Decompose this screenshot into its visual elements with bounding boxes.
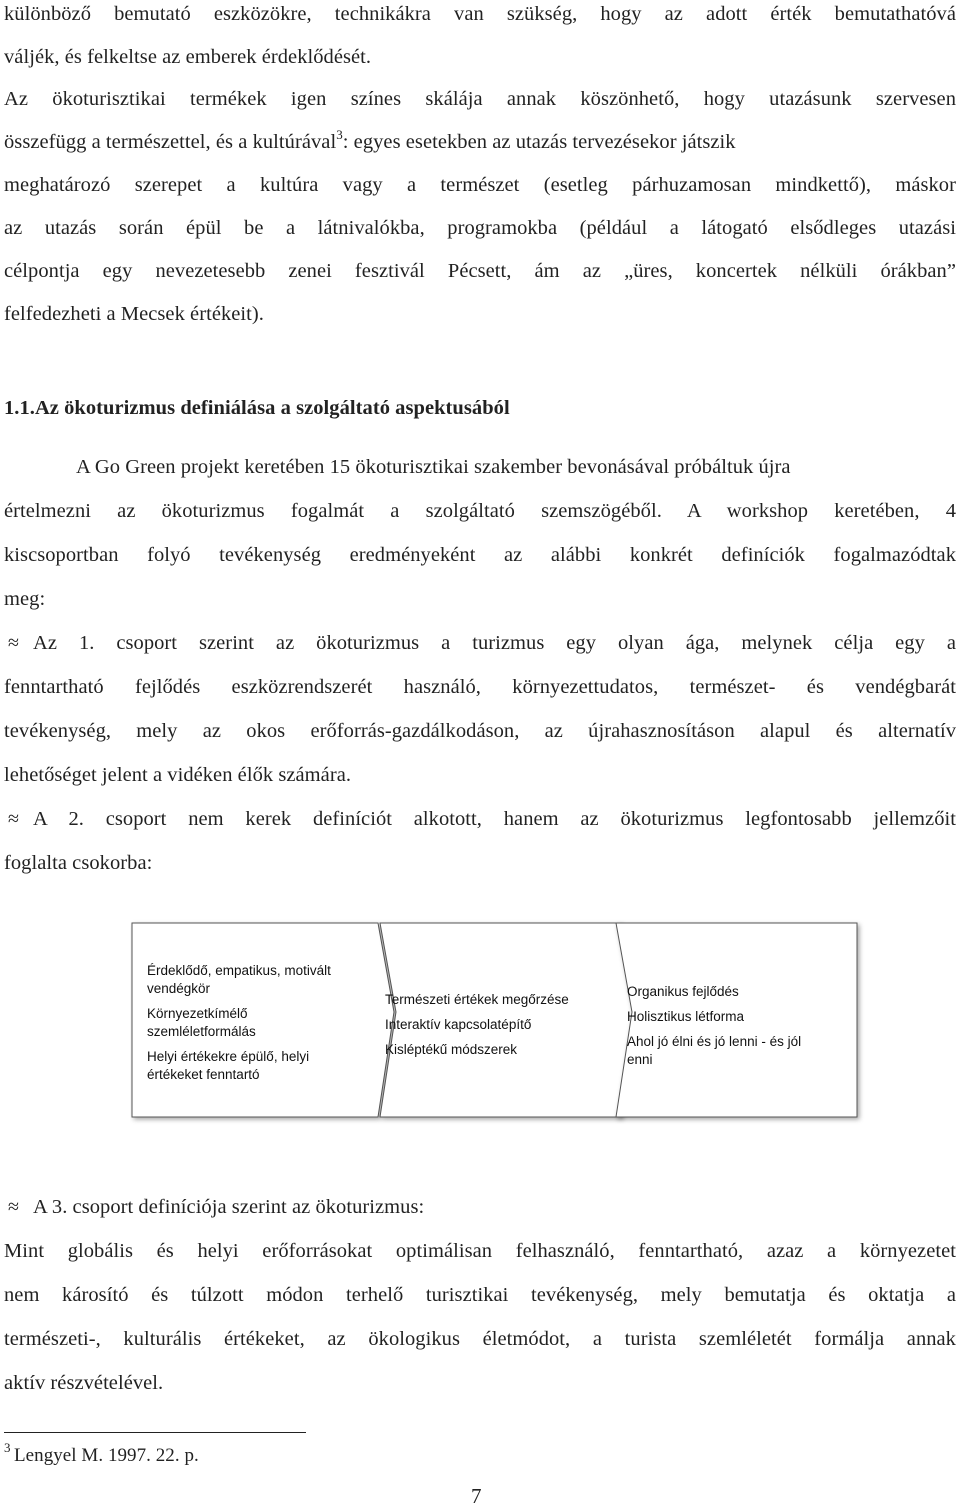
body-text-line: fenntartható fejlődés eszközrendszerét használó, környezettudatos, természet- és vendégbarát: [4, 676, 956, 698]
diagram-label: Kisléptékű módszerek: [385, 1042, 518, 1057]
diagram-label: értékeket fenntartó: [147, 1067, 260, 1082]
body-text-line: meg:: [4, 588, 46, 610]
page-number: 7: [471, 1484, 482, 1508]
body-text-line: A 3. csoport definíciója szerint az ökoturizmus:: [33, 1196, 425, 1218]
diagram-label: Ahol jó élni és jó lenni - és jól: [627, 1034, 802, 1049]
body-text-line: értelmezni az ökoturizmus fogalmát a szolgáltató szemszögéből. A workshop keretében, 4: [4, 500, 956, 522]
body-text-fragment: : egyes esetekben az utazás tervezésekor játszik: [342, 131, 736, 153]
diagram-label: Természeti értékek megőrzése: [385, 992, 569, 1007]
approx-bullet-icon: ≈: [8, 808, 19, 830]
body-text-line: célpontja egy nevezetesebb zenei fesztivál Pécsett, ám az „üres, koncertek nélküli órákban”: [4, 260, 956, 282]
diagram-label: vendégkör: [147, 981, 211, 996]
diagram-label: enni: [627, 1052, 653, 1067]
section-heading: 1.1.Az ökoturizmus definiálása a szolgáltató aspektusából: [4, 397, 510, 419]
body-text-line: A 2. csoport nem kerek definíciót alkotott, hanem az ökoturizmus legfontosabb jellemzőit: [33, 808, 956, 830]
body-text-line: tevékenység, mely az okos erőforrás-gazdálkodáson, az újrahasznosításon alapul és alternatív: [4, 720, 956, 742]
diagram-label: szemléletformálás: [147, 1024, 256, 1039]
diagram-label: Helyi értékekre épülő, helyi: [147, 1049, 310, 1064]
body-text-line: természeti-, kulturális értékeket, az ökologikus életmódot, a turista szemléletét formálja annak: [4, 1328, 956, 1350]
footnote-divider: [4, 1432, 306, 1433]
diagram-label: Holisztikus létforma: [627, 1009, 745, 1024]
body-text-fragment: összefügg a természettel, és a kultúrával: [4, 131, 337, 153]
approx-bullet-icon: ≈: [8, 1196, 19, 1218]
diagram-box-2-text: [385, 991, 569, 1059]
footnote-reference: 3: [336, 127, 343, 142]
body-text-line: az utazás során épül be a látnivalókba, programokba (például a látogató elsődleges utazási: [4, 217, 956, 239]
body-text-line: foglalta csokorba:: [4, 852, 153, 874]
body-text-line: A Go Green projekt keretében 15 ökoturisztikai szakember bevonásával próbáltuk újra: [76, 456, 791, 478]
diagram-box-1-text: [147, 962, 331, 1084]
approx-bullet-icon: ≈: [8, 632, 19, 654]
body-text-line: aktív részvételével.: [4, 1372, 164, 1394]
body-text-line: különböző bemutató eszközökre, technikákra van szükség, hogy az adott érték bemutathatóvá: [4, 3, 956, 25]
body-text-line: Az ökoturisztikai termékek igen színes skálája annak köszönhető, hogy utazásunk szervesen: [4, 88, 956, 110]
body-text-line: Mint globális és helyi erőforrásokat optimálisan felhasználó, fenntartható, azaz a környezetet: [4, 1240, 956, 1262]
body-text-line: kiscsoportban folyó tevékenység eredményeként az alábbi konkrét definíciók fogalmazódtak: [4, 544, 956, 566]
body-text-line: Az 1. csoport szerint az ökoturizmus a turizmus egy olyan ága, melynek célja egy a: [33, 632, 956, 654]
diagram-label: Érdeklődő, empatikus, motivált: [147, 963, 331, 978]
diagram-box-3-text: [627, 983, 801, 1069]
diagram-label: Organikus fejlődés: [627, 984, 739, 999]
body-text-line: meghatározó szerepet a kultúra vagy a természet (esetleg párhuzamosan mindkettő), máskor: [4, 174, 956, 196]
body-text-line: [4, 127, 956, 154]
footnote-text: Lengyel M. 1997. 22. p.: [14, 1445, 199, 1466]
body-text-line: felfedezheti a Mecsek értékeit).: [4, 303, 264, 325]
body-text-line: váljék, és felkeltse az emberek érdeklődését.: [4, 46, 372, 68]
diagram-label: Környezetkímélő: [147, 1006, 248, 1021]
footnote-number: 3: [4, 1440, 11, 1455]
diagram-label: Interaktív kapcsolatépítő: [385, 1017, 532, 1032]
body-text-line: nem károsító és túlzott módon terhelő turisztikai tevékenység, mely bemutatja és oktatja a: [4, 1284, 956, 1306]
body-text-line: lehetőséget jelent a vidéken élők számára.: [4, 764, 352, 786]
